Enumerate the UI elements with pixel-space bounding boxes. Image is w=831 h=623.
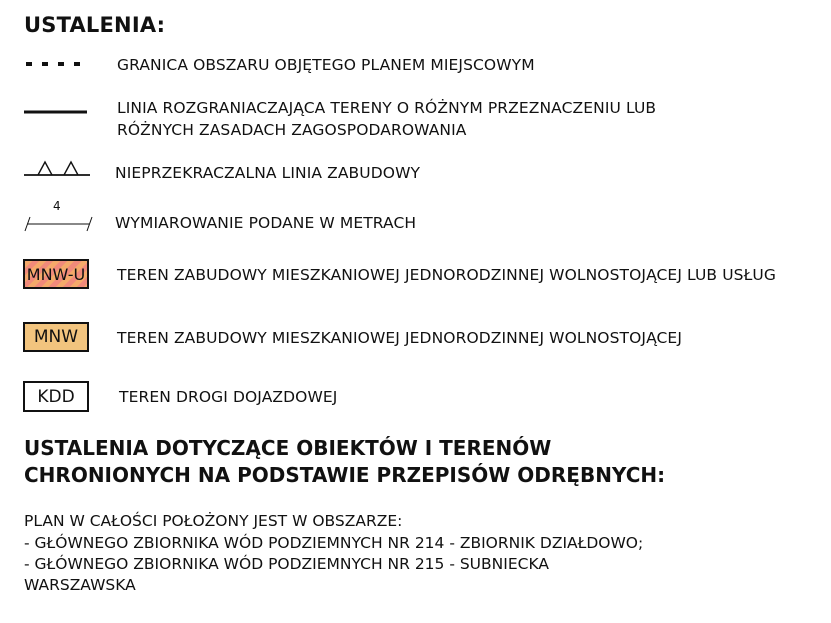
section2-line-3: - GŁÓWNEGO ZBIORNIKA WÓD PODZIEMNYCH NR 215 - SUBNIECKA	[24, 555, 549, 573]
legend-building-line-text: NIEPRZEKRACZALNA LINIA ZABUDOWY	[115, 164, 421, 182]
mnw-u-swatch: MNW-U	[23, 259, 89, 289]
section2-heading-line-2: CHRONIONYCH NA PODSTAWIE PRZEPISÓW ODRĘBNYCH:	[24, 463, 666, 487]
legend-mnw-u-text: TEREN ZABUDOWY MIESZKANIOWEJ JEDNORODZINNEJ WOLNOSTOJĄCEJ LUB USŁUG	[117, 266, 776, 284]
dashed-boundary-line-icon	[24, 58, 88, 70]
kdd-swatch: KDD	[23, 381, 89, 412]
page-heading: USTALENIA:	[24, 13, 166, 37]
building-line-icon	[24, 158, 92, 180]
section2-line-1: PLAN W CAŁOŚCI POŁOŻONY JEST W OBSZARZE:	[24, 512, 403, 530]
section2-line-2: - GŁÓWNEGO ZBIORNIKA WÓD PODZIEMNYCH NR 214 - ZBIORNIK DZIAŁDOWO;	[24, 534, 644, 552]
dimension-label: 4	[53, 199, 61, 213]
legend-dimension-text: WYMIAROWANIE PODANE W METRACH	[115, 214, 417, 232]
section2-heading-line-1: USTALENIA DOTYCZĄCE OBIEKTÓW I TERENÓW	[24, 436, 552, 460]
section2-line-4: WARSZAWSKA	[24, 576, 136, 594]
mnw-swatch: MNW	[23, 322, 89, 352]
legend-kdd-text: TEREN DROGI DOJAZDOWEJ	[119, 388, 338, 406]
solid-line-icon	[24, 106, 88, 118]
legend-mnw-text: TEREN ZABUDOWY MIESZKANIOWEJ JEDNORODZINNEJ WOLNOSTOJĄCEJ	[117, 329, 683, 347]
legend-division-line-text-1: LINIA ROZGRANIACZAJĄCA TERENY O RÓŻNYM PRZEZNACZENIU LUB	[117, 99, 657, 117]
dimension-line-icon	[22, 214, 94, 234]
legend-boundary-text: GRANICA OBSZARU OBJĘTEGO PLANEM MIEJSCOWYM	[117, 56, 535, 74]
legend-division-line-text-2: RÓŻNYCH ZASADACH ZAGOSPODAROWANIA	[117, 121, 467, 139]
